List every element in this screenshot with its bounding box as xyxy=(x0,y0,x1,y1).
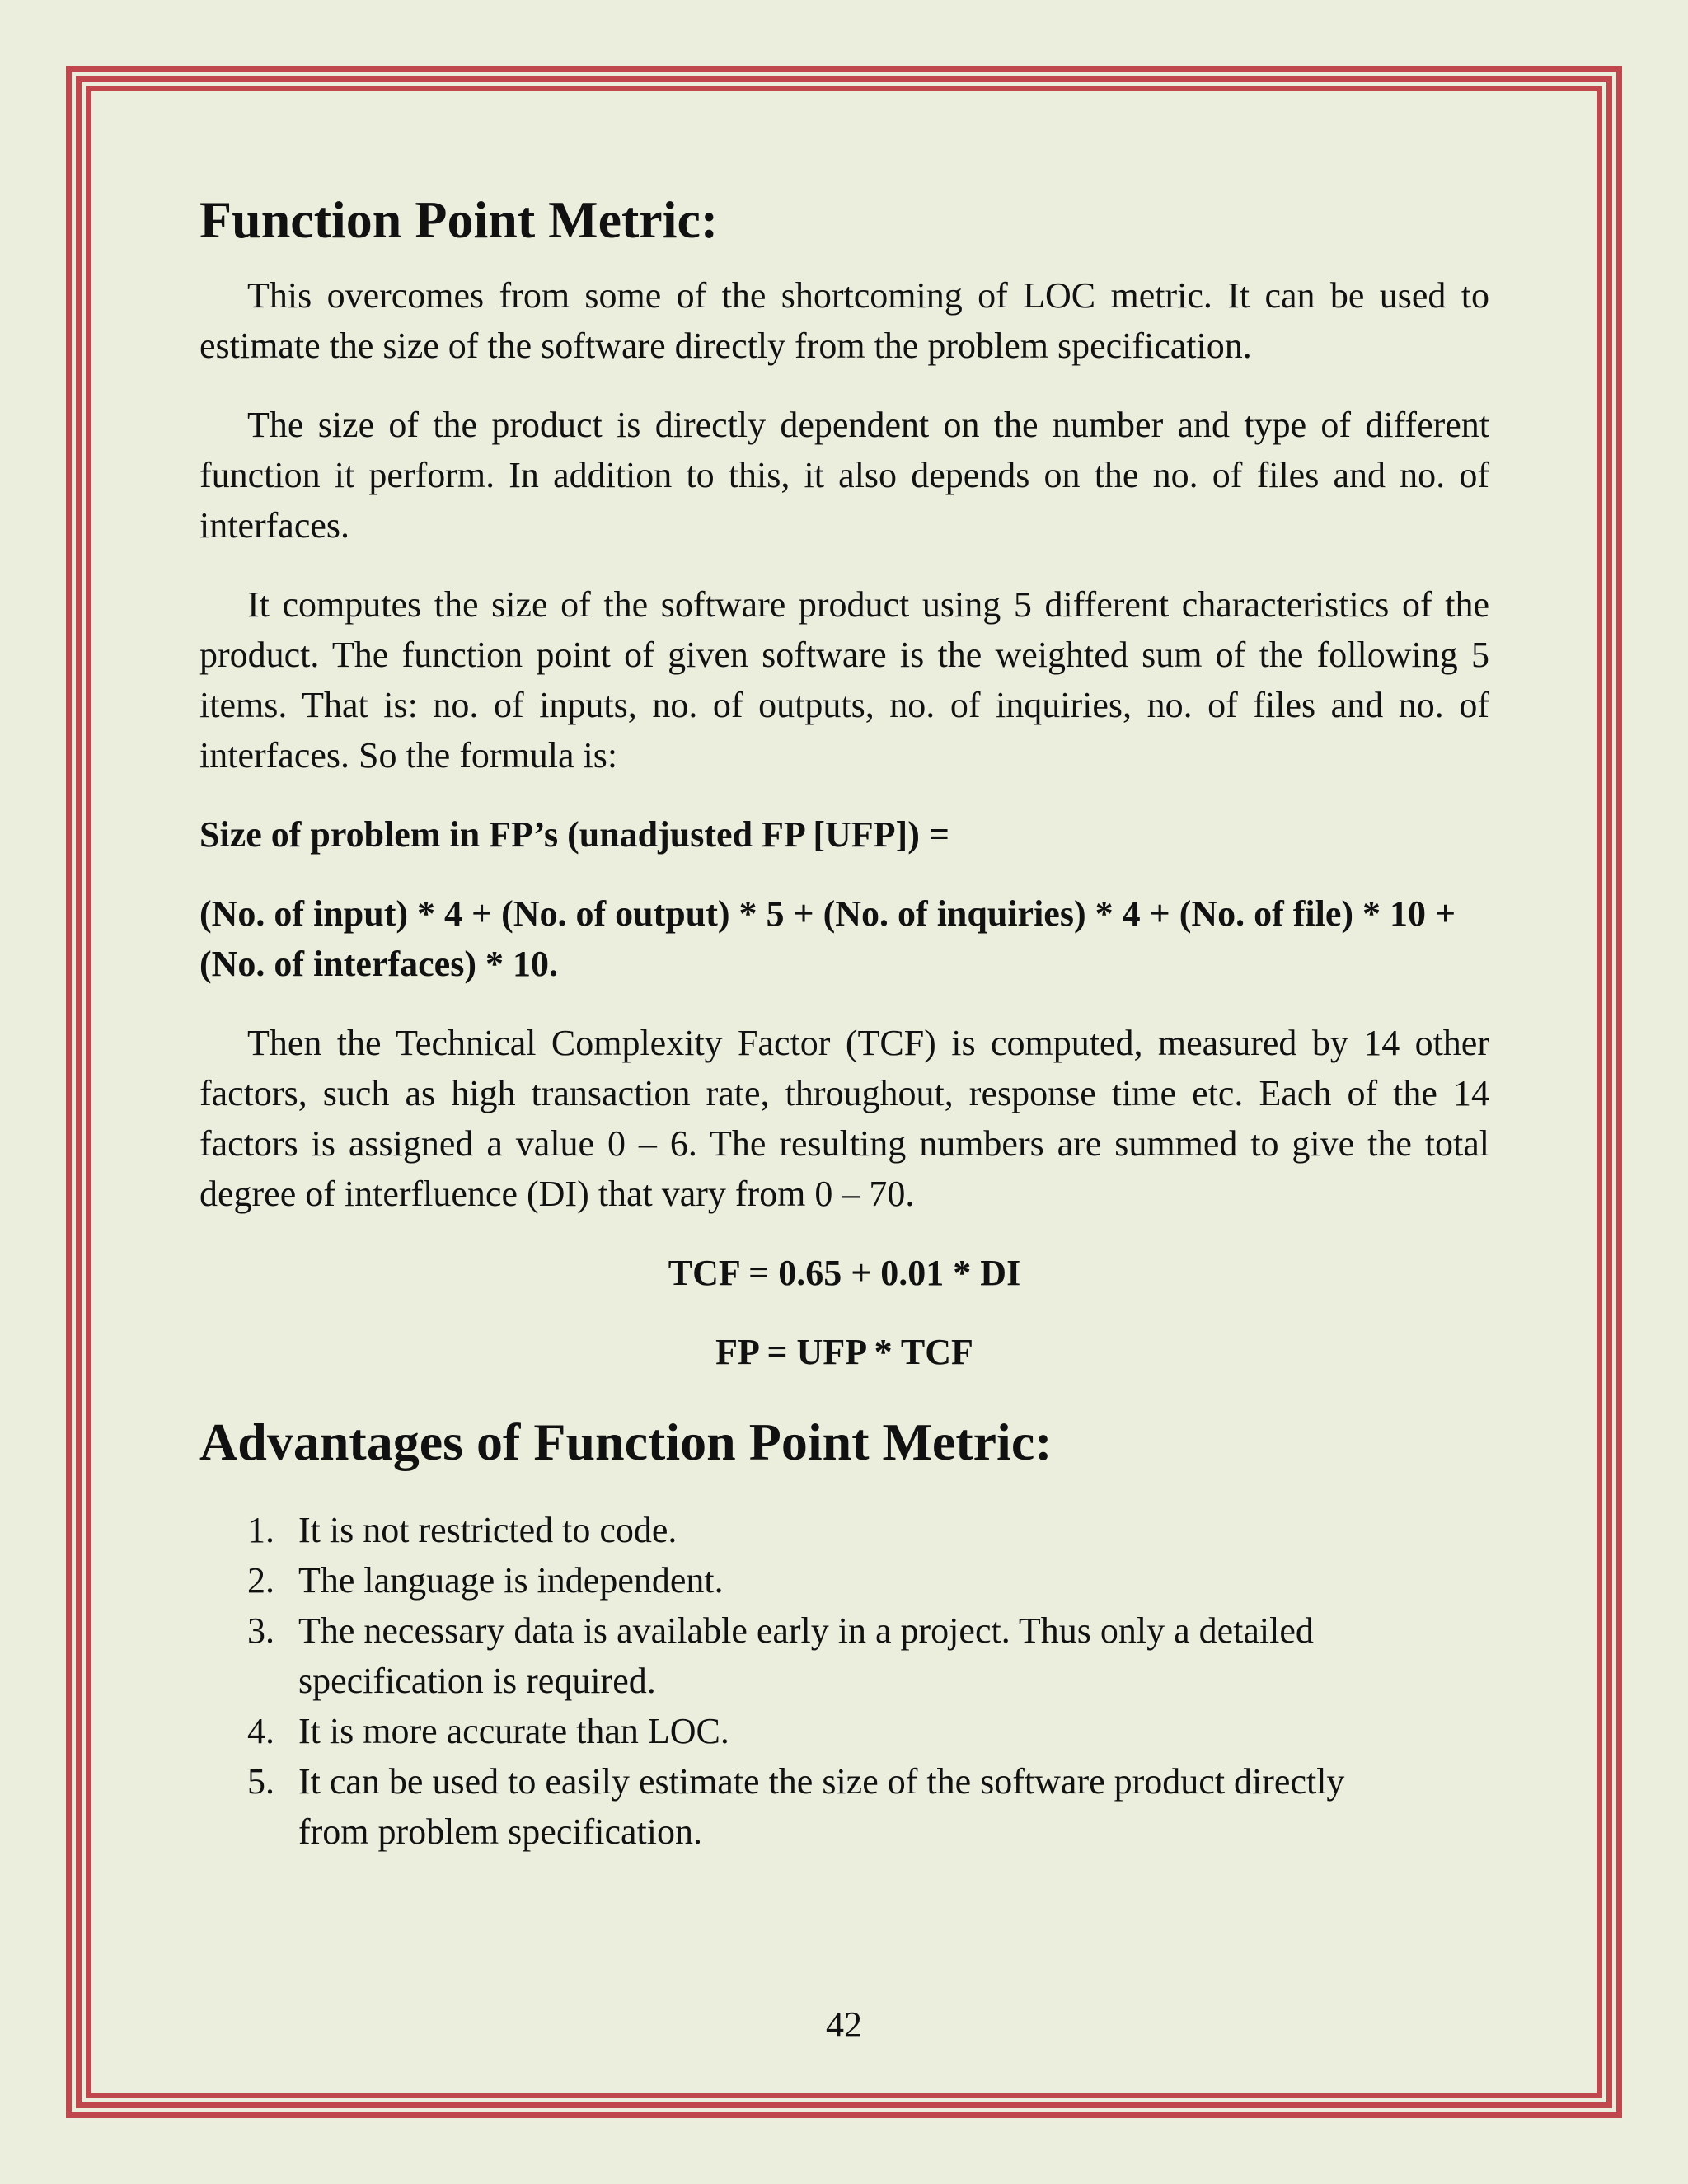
list-item-text: The language is independent. xyxy=(298,1559,724,1601)
tcf-formula: TCF = 0.65 + 0.01 * DI xyxy=(668,1253,1021,1294)
list-item-text: It can be used to easily estimate the size of the software product directly from problem specification. xyxy=(298,1760,1345,1852)
list-item-text: It is not restricted to code. xyxy=(298,1509,678,1550)
paragraph-tcf: Then the Technical Complexity Factor (TCF) is computed, measured by 14 other factors, such as high transaction rate, throughout, response time etc. Each of the 14 factors is assigned a value 0 – 6. The resulting numbers are summed to give the total degree of interfluence (DI) that vary from 0 – 70. xyxy=(199,1023,1489,1215)
list-item xyxy=(199,1605,1415,1706)
list-item-text: It is more accurate than LOC. xyxy=(298,1710,729,1751)
list-item-number: 1. xyxy=(247,1509,274,1550)
section-heading-function-point-metric: Function Point Metric: xyxy=(199,190,719,249)
list-item xyxy=(199,1505,1415,1555)
list-item xyxy=(199,1756,1415,1857)
list-item-text: The necessary data is available early in a project. Thus only a detailed specification is required. xyxy=(298,1610,1314,1701)
page-number: 42 xyxy=(826,2004,862,2045)
section-heading-advantages: Advantages of Function Point Metric: xyxy=(199,1413,1053,1472)
formula-body: (No. of input) * 4 + (No. of output) * 5 + (No. of inquiries) * 4 + (No. of file) * 10 + (No. of interfaces) * 10. xyxy=(199,893,1456,985)
list-item-number: 3. xyxy=(247,1610,274,1651)
list-item-number: 2. xyxy=(247,1559,274,1601)
fp-formula: FP = UFP * TCF xyxy=(715,1332,973,1373)
page-content xyxy=(199,191,1489,1857)
paragraph-intro: This overcomes from some of the shortcoming of LOC metric. It can be used to estimate the size of the software directly from the problem specification. xyxy=(199,275,1489,367)
advantages-list xyxy=(199,1505,1489,1857)
paragraph-characteristics: It computes the size of the software product using 5 different characteristics of the product. The function point of given software is the weighted sum of the following 5 items. That is: no. of inputs, no. of outputs, no. of inquiries, no. of files and no. of interfaces. So the formula is: xyxy=(199,584,1489,776)
paragraph-size-dependence: The size of the product is directly dependent on the number and type of different function it perform. In addition to this, it also depends on the no. of files and no. of interfaces. xyxy=(199,405,1489,546)
list-item xyxy=(199,1706,1415,1756)
list-item-number: 5. xyxy=(247,1760,274,1802)
formula-label: Size of problem in FP’s (unadjusted FP [UFP]) = xyxy=(199,814,950,855)
list-item xyxy=(199,1555,1415,1605)
list-item-number: 4. xyxy=(247,1710,274,1751)
